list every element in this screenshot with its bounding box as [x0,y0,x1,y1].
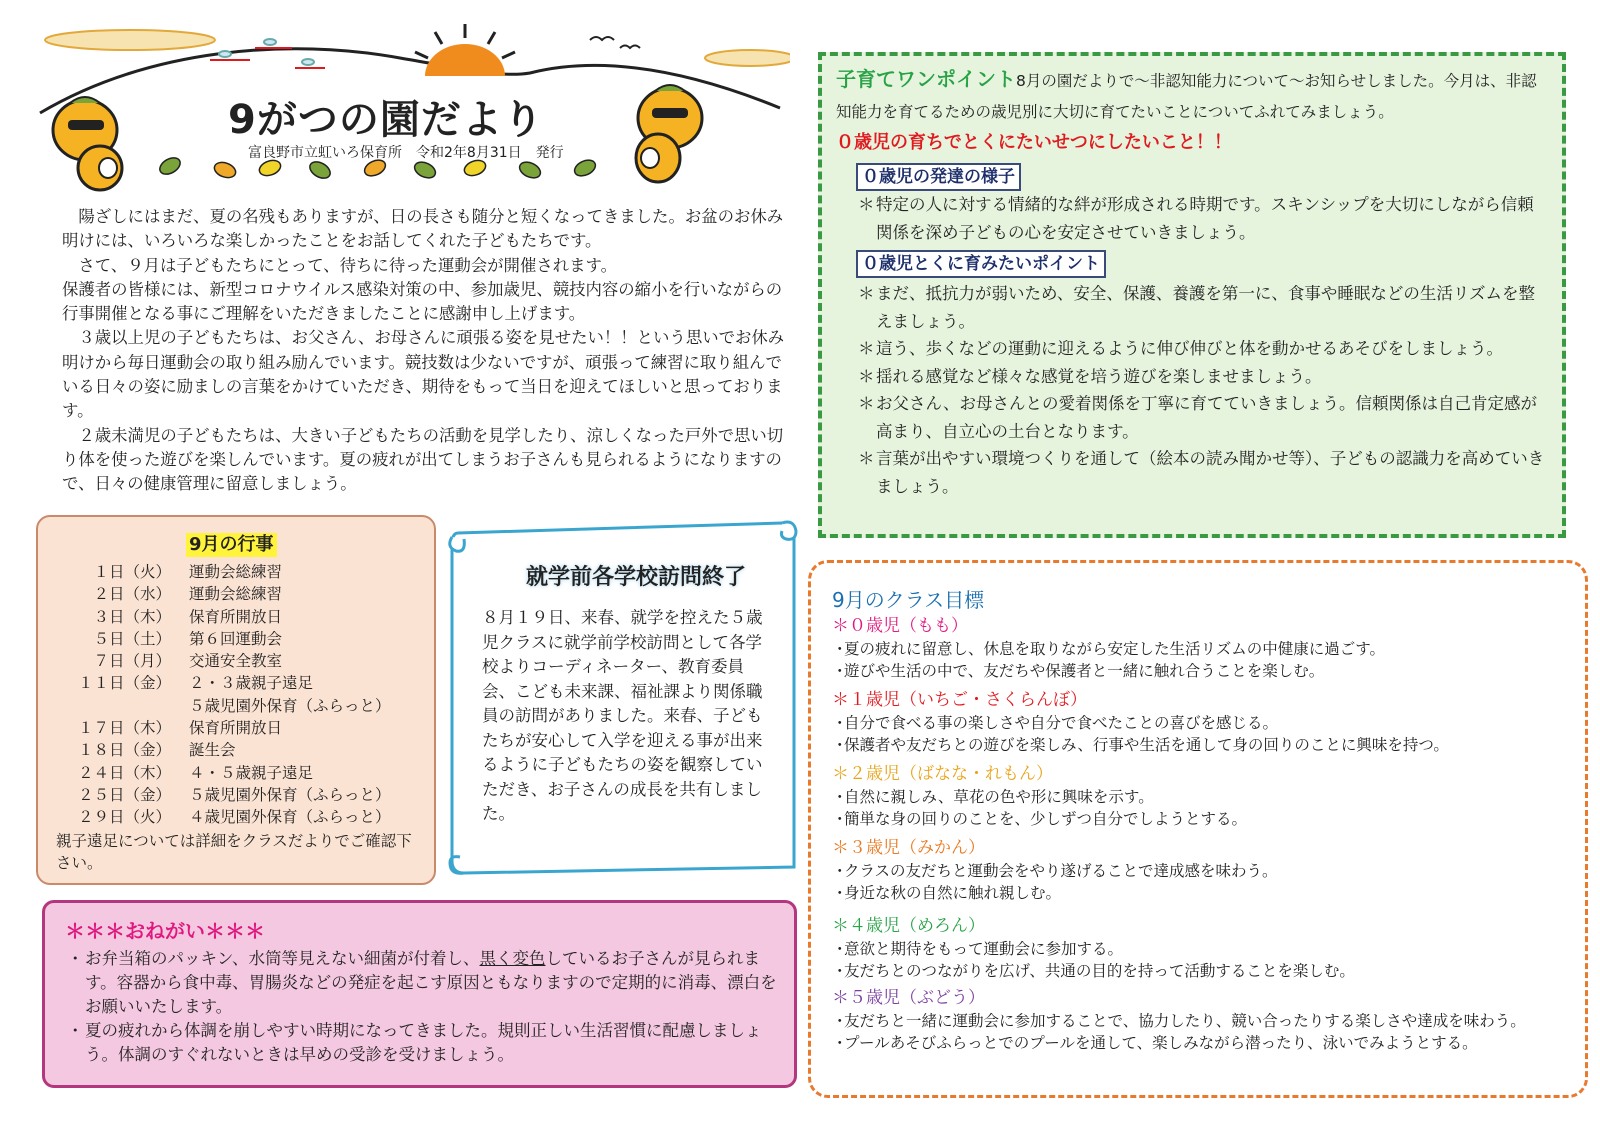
dragonfly-icons [210,39,325,68]
tip-text: 揺れる感覚など様々な感覚を培う遊びを楽しませましょう。 [876,366,1322,386]
goal-text: 自分で食べる事の楽しさや自分で食べたことの喜びを感じる。 [844,714,1279,732]
request-item [67,1019,787,1067]
goal-item [832,660,1572,682]
tip-item [858,390,1548,445]
bullet-icon: ・ [832,940,848,958]
goal-text: クラスの友だちと運動会をやり遂げることで達成感を味わう。 [844,862,1278,880]
event-row [54,717,429,739]
goal-text: 友だちとのつながりを広げ、共通の目的を持って活動することを楽しむ。 [844,962,1355,980]
event-date: ２日（水） [93,585,171,604]
event-date: １７日（木） [77,719,171,738]
events-note: 親子遠足については詳細をクラスだよりでご確認下さい。 [56,832,412,872]
tip-item [858,445,1548,500]
tips-heading [836,64,1548,128]
development-list [858,191,1548,246]
goal-group-1 [832,688,1572,756]
request-list [67,947,787,1067]
bullet-icon: ・ [832,640,848,658]
goal-group-heading: ＊２歳児（ばなな・れもん） [832,764,1053,784]
request-text-part: お弁当箱のパッキン、水筒等見えない細菌が付着し、 [85,949,480,968]
event-row [54,784,429,806]
bullet-icon: ・ [67,1021,84,1040]
goal-item [832,960,1572,982]
event-date: ２９日（火） [77,808,171,827]
event-name: 誕生会 [189,741,236,760]
goal-item [832,734,1572,756]
request-text-part: しているお子さんが見られます。容器から食中毒、胃腸炎などの発症を起こす原因ともなりますので定期的に消毒、漂白をお願いいたします。 [85,949,777,1016]
tip-text: 特定の人に対する情緒的な絆が形成される時期です。スキンシップを大切にしながら信頼関係を深め子どもの心を安定させていきましょう。 [876,195,1534,242]
events-list [54,561,429,829]
sun-icon [415,24,515,76]
event-date: １８日（金） [77,741,171,760]
goal-text: 身近な秋の自然に触れ親しむ。 [844,884,1062,902]
goal-text: 簡単な身の回りのことを、少しずつ自分でしようとする。 [844,810,1248,828]
asterisk-icon: ＊ [858,195,875,214]
development-heading: ０歳児の発達の様子 [856,163,1021,191]
asterisk-icon: ＊ [858,339,875,358]
goal-text: 友だちと一緒に運動会に参加することで、協力したり、競い合ったりする楽しさや達成を味わう。 [844,1012,1526,1030]
goal-item [832,638,1572,660]
bullet-icon: ・ [832,862,848,880]
event-date: １１日（金） [77,674,171,693]
event-date [54,695,189,717]
event-date: ２４日（木） [77,763,171,782]
goal-group-4 [832,914,1572,982]
event-row [54,650,429,672]
event-name: 保育所開放日 [189,719,283,738]
goal-group-heading: ＊４歳児（めろん） [832,916,985,936]
tips-heading-label: 子育てワンポイント [836,67,1016,91]
goal-item [832,938,1572,960]
event-date: ２５日（金） [77,785,171,804]
goal-group-0 [832,614,1572,682]
event-name: ４歳児園外保育（ふらっと） [189,808,391,827]
event-name: 運動会総練習 [189,563,283,581]
tips-zero-title: ０歳児の育ちでとくにたいせつにしたいこと！！ [836,132,1232,153]
bullet-icon: ・ [832,962,848,980]
newsletter-title: 9がつの園だより [228,97,544,143]
goal-item [832,1010,1572,1032]
goal-item [832,786,1572,808]
tip-item [858,363,1548,391]
goal-item [832,860,1572,882]
goal-group-heading: ＊５歳児（ぶどう） [832,988,985,1008]
request-item [67,947,787,1019]
tip-item [858,191,1548,246]
issuer-line [248,142,578,162]
intro-paragraph: 陽ざしにはまだ、夏の名残もありますが、日の長さも随分と短くなってきました。お盆のお休み明けには、いろいろな楽しかったことをお話してくれた子どもたちです。 [62,207,784,251]
event-date: １日（火） [93,563,171,581]
event-date: ５日（土） [93,629,171,648]
issued-label: 発行 [535,145,564,161]
goal-group-heading: ＊３歳児（みかん） [832,838,985,858]
bullet-icon: ・ [832,884,848,902]
event-row [54,606,429,628]
school-visit-body: ８月１９日、来春、就学を控えた５歳児クラスに就学前学校訪問として各学校よりコーディネーター、教育委員会、こども未来課、福祉課より関係職員の訪問がありました。来春、子どもたちが安心して入学を迎える事が出来るように子どもたちの姿を観察していただき、お子さんの成長を共有しました。 [482,608,763,823]
intro-paragraph: 保護者の皆様には、新型コロナウイルス感染対策の中、参加歳児、競技内容の縮小を行いながらの行事開催となる事にご理解をいただきましたことに感謝申し上げます。 [62,279,783,324]
bullet-icon: ・ [832,810,848,828]
points-list [858,280,1548,500]
goal-item [832,882,1572,904]
tip-text: 言葉が出やすい環境つくりを通して（絵本の読み聞かせ等）、子どもの認識力を高めていきましょう。 [876,449,1545,496]
goal-group-3 [832,836,1572,904]
event-row [54,695,429,717]
birds-icon [590,37,640,48]
tips-intro: 8月の園だよりで～非認知能力について～お知らせしました。今月は、非認知能力を育てるための歳児別に大切に育てたいことについてふれてみましょう。 [836,72,1537,121]
request-item-text [85,947,787,1019]
request-underlined-text: 黒く変色 [479,949,546,968]
request-item-text: 夏の疲れから体調を崩しやすい時期になってきました。規則正しい生活習慣に配慮しましょう。体調のすぐれないときは早めの受診を受けましょう。 [85,1021,762,1064]
mascot-right-icon [636,85,702,182]
issuer-name: 富良野市立虹いろ保育所 [248,145,402,161]
bullet-icon: ・ [67,949,84,968]
goal-group-2 [832,762,1572,830]
school-visit-title: 就学前各学校訪問終了 [525,565,746,590]
asterisk-icon: ＊ [858,394,875,413]
points-heading: ０歳児とくに育みたいポイント [856,250,1106,278]
event-row [54,583,429,605]
goal-group-heading: ＊０歳児（もも） [832,616,968,636]
event-name: ４・５歳親子遠足 [189,763,314,782]
request-title: ＊＊＊おねがい＊＊＊ [65,919,265,943]
event-row [54,628,429,650]
asterisk-icon: ＊ [858,284,875,303]
tip-text: まだ、抵抗力が弱いため、安全、保護、養護を第一に、食事や睡眠などの生活リズムを整えましょう。 [876,284,1536,331]
goal-item [832,808,1572,830]
bullet-icon: ・ [832,1012,848,1030]
intro-paragraph: ３歳以上児の子どもたちは、お父さん、お母さんに頑張る姿を見せたい！！という思いでお休み明けから毎日運動会の取り組み励んでいます。競技数は少ないですが、頑張って練習に取り組んでいる日々の姿に励ましの言葉をかけていただき、期待をもって当日を迎えてほしいと思っております。 [62,328,785,421]
event-row [54,806,429,828]
bullet-icon: ・ [832,714,848,732]
goal-text: 夏の疲れに留意し、休息を取りながら安定した生活リズムの中健康に過ごす。 [844,640,1385,658]
bullet-icon: ・ [832,736,848,754]
goal-item [832,1032,1572,1054]
tip-text: お父さん、お母さんとの愛着関係を丁寧に育てていきましょう。信頼関係は自己肯定感が高まり、自立心の土台となります。 [876,394,1537,441]
tip-text: 這う、歩くなどの運動に迎えるように伸び伸びと体を動かせるあそびをしましょう。 [876,339,1503,358]
event-name: 第６回運動会 [189,629,283,648]
cloud-left [45,30,215,50]
events-title: 9月の行事 [186,533,277,557]
events-box [36,515,436,885]
goal-item [832,712,1572,734]
goal-group-5 [832,986,1572,1054]
event-date: ７日（月） [93,652,171,671]
goal-text: プールあそびふらっとでのプールを通して、楽しみながら潜ったり、泳いでみようとする。 [844,1034,1478,1052]
bullet-icon: ・ [832,1034,848,1052]
intro-text [62,205,797,497]
goal-text: 保護者や友だちとの遊びを楽しみ、行事や生活を通して身の回りのことに興味を持つ。 [844,736,1449,754]
event-name: ２・３歳親子遠足 [189,674,314,693]
goal-text: 意欲と期待をもって運動会に参加する。 [844,940,1124,958]
event-name: 保育所開放日 [189,607,283,626]
bullet-icon: ・ [832,662,848,680]
event-name: 運動会総練習 [189,585,283,604]
goal-group-heading: ＊１歳児（いちご・さくらんぼ） [832,690,1087,710]
cloud-right [705,50,790,66]
mascot-left-icon [53,97,122,190]
event-row [54,739,429,761]
tip-item [858,280,1548,335]
intro-paragraph: さて、９月は子どもたちにとって、待ちに待った運動会が開催されます。 [78,255,617,275]
event-name: ５歳児園外保育（ふらっと） [189,785,391,804]
issue-date: 令和2年8月31日 [416,145,522,161]
event-date: ３日（木） [93,607,171,626]
class-goals-title: 9月のクラス目標 [832,588,985,612]
tip-item [858,335,1548,363]
goal-text: 自然に親しみ、草花の色や形に興味を示す。 [844,788,1154,806]
bullet-icon: ・ [832,788,848,806]
event-row [54,561,429,583]
request-box [42,900,797,1088]
asterisk-icon: ＊ [858,449,875,468]
event-name: 交通安全教室 [189,652,283,671]
event-row [54,762,429,784]
intro-paragraph: ２歳未満児の子どもたちは、大きい子どもたちの活動を見学したり、涼しくなった戸外で思い切り体を使った遊びを楽しんでいます。夏の疲れが出てしまうお子さんも見られるようになりますので、日々の健康管理に留意しましょう。 [62,425,784,494]
asterisk-icon: ＊ [858,366,875,386]
goal-text: 遊びや生活の中で、友だちや保護者と一緒に触れ合うことを楽しむ。 [844,662,1325,680]
event-name: ５歳児園外保育（ふらっと） [189,696,391,715]
event-row [54,672,429,694]
